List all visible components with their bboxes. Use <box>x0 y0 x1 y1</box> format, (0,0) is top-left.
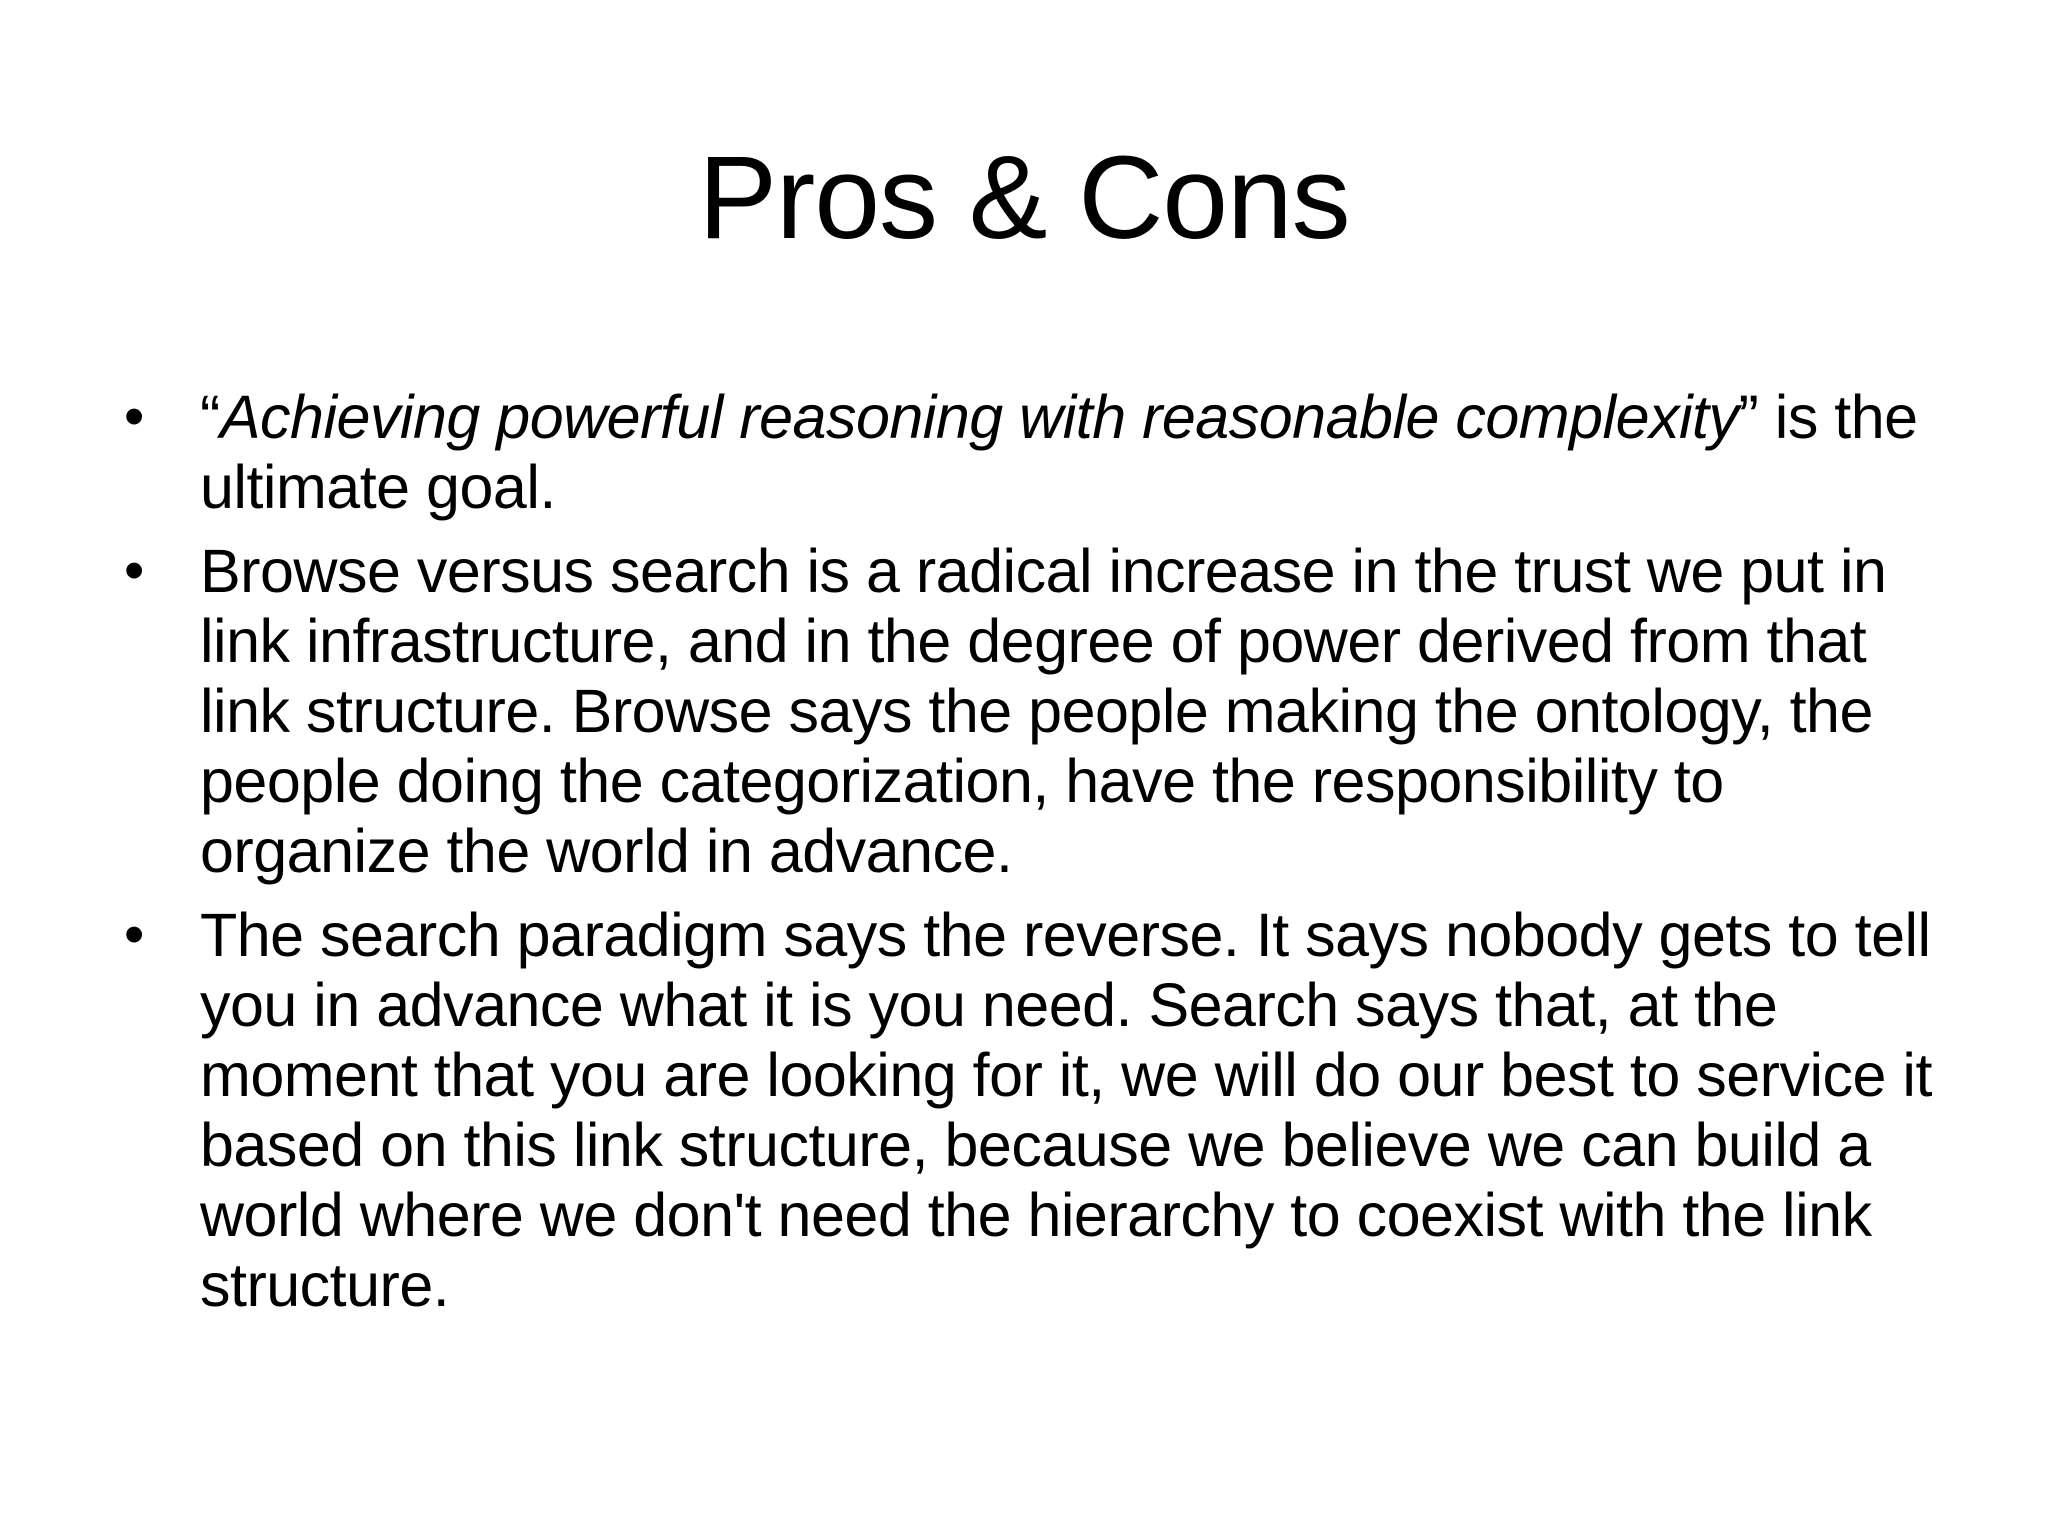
bullet-list <box>124 382 1960 1334</box>
slide-title: Pros & Cons <box>698 132 1350 264</box>
bullet-dot-icon: • <box>124 538 144 603</box>
bullet-item-search <box>124 900 1960 1320</box>
bullet-rest-text: is the ultimate goal. <box>200 383 1918 521</box>
open-quote: “ <box>200 383 220 451</box>
bullet-text: Browse versus search is a radical increase in the trust we put in link infrastructure, and in the degree of power derived from that link structure. Browse says the people making the ontology, the people doing the categorization, have the responsibility to organize the world in advance. <box>200 537 1887 885</box>
bullet-dot-icon: • <box>124 902 144 967</box>
close-quote: ” <box>1738 383 1759 451</box>
bullet-item-browse <box>124 536 1960 886</box>
bullet-text: The search paradigm says the reverse. It says nobody gets to tell you in advance what it is you need. Search says that, at the moment that you are looking for it, we will do our best to service it based on this link structure, because we believe we can build a world where we don't need the hierarchy to coexist with the link structure. <box>200 901 1932 1319</box>
bullet-text <box>200 383 1918 521</box>
quote-text: Achieving powerful reasoning with reasonable complexity <box>219 383 1739 451</box>
bullet-dot-icon: • <box>124 384 144 449</box>
bullet-item-goal <box>124 382 1960 522</box>
